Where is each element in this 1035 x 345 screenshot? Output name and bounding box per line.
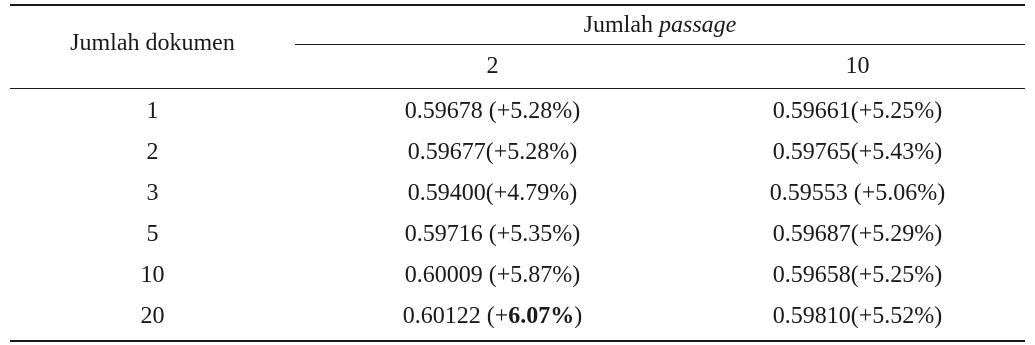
subheader-10: 10 <box>845 53 870 79</box>
cell-passage-2: 0.59716 (+5.35%) <box>404 221 581 247</box>
cell-passage-10: 0.59810(+5.52%) <box>772 303 943 329</box>
cell-passage-2: 0.59677(+5.28%) <box>407 139 578 165</box>
cell-passage-2: 0.60009 (+5.87%) <box>404 262 581 288</box>
cell-docs: 20 <box>140 303 165 329</box>
cell-passage-10: 0.59765(+5.43%) <box>772 139 943 165</box>
results-table <box>10 0 1025 345</box>
header-jumlah-passage <box>295 10 1025 40</box>
table-row <box>10 297 1025 337</box>
header-jumlah-passage-prefix: Jumlah <box>583 12 659 38</box>
cell-docs: 5 <box>146 221 159 247</box>
cell-passage-2-prefix: 0.60122 (+ <box>402 303 509 329</box>
table-row <box>10 174 1025 214</box>
cell-passage-10: 0.59687(+5.29%) <box>772 221 943 247</box>
cell-docs: 10 <box>140 262 165 288</box>
cell-passage-10: 0.59661(+5.25%) <box>772 98 943 124</box>
table-bottom-rule <box>10 340 1025 342</box>
subheader-2: 2 <box>486 53 499 79</box>
cell-passage-2-suffix: ) <box>574 303 583 329</box>
header-bottom-rule <box>10 88 1025 89</box>
cell-docs: 2 <box>146 139 159 165</box>
cell-passage-2 <box>295 301 690 331</box>
cell-passage-2: 0.59400(+4.79%) <box>407 180 578 206</box>
cell-passage-10: 0.59658(+5.25%) <box>772 262 943 288</box>
table-row <box>10 215 1025 255</box>
cell-passage-2-best: 6.07% <box>508 303 575 329</box>
cell-docs: 3 <box>146 180 159 206</box>
cell-passage-2: 0.59678 (+5.28%) <box>404 98 581 124</box>
header-jumlah-passage-italic: passage <box>658 12 737 38</box>
table-row <box>10 92 1025 132</box>
table-row <box>10 133 1025 173</box>
table-row <box>10 256 1025 296</box>
header-group-rule <box>295 44 1025 45</box>
header-jumlah-dokumen: Jumlah dokumen <box>70 30 235 56</box>
cell-docs: 1 <box>146 98 159 124</box>
cell-passage-10: 0.59553 (+5.06%) <box>769 180 946 206</box>
table-top-rule <box>10 4 1025 6</box>
